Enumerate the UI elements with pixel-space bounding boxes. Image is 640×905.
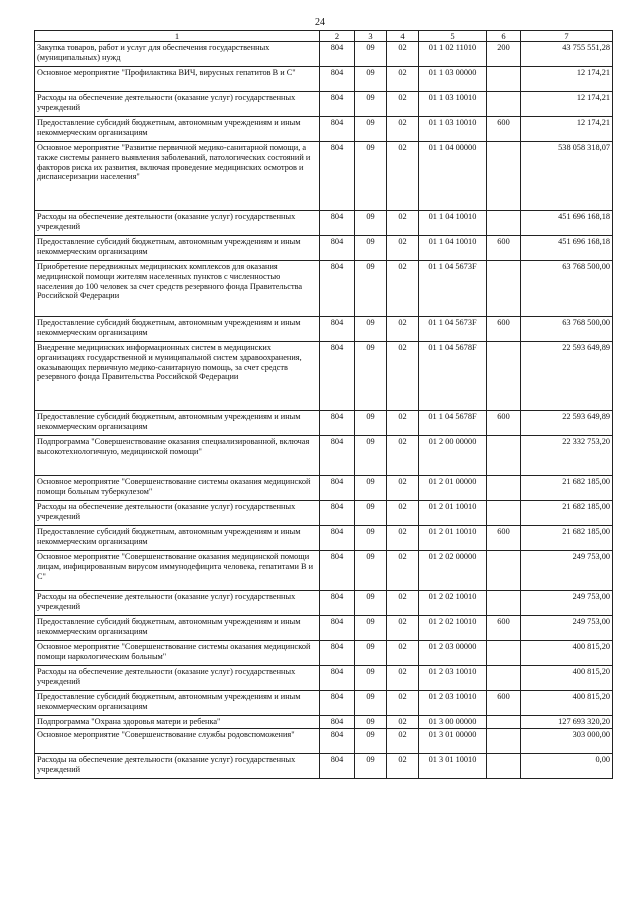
row-grbs: 804 [320, 317, 355, 342]
row-section: 09 [355, 92, 387, 117]
row-subsection: 02 [387, 728, 419, 753]
row-name: Внедрение медицинских информационных систем в медицинских организациях государственной и муниципальной систем здравоохранения, оказывающих первичную медико-санитарную помощь, за счет средств резервного фонда Правительства Российской Федерации [35, 342, 320, 411]
row-subsection: 02 [387, 211, 419, 236]
table-row [35, 753, 613, 778]
table-row [35, 616, 613, 641]
row-name: Предоставление субсидий бюджетным, автономным учреждениям и иным некоммерческим организациям [35, 411, 320, 436]
row-target-article: 01 2 02 00000 [419, 551, 487, 591]
row-section: 09 [355, 411, 387, 436]
table-row [35, 551, 613, 591]
table-row [35, 716, 613, 729]
row-grbs: 804 [320, 666, 355, 691]
row-subsection: 02 [387, 436, 419, 476]
row-grbs: 804 [320, 117, 355, 142]
row-expense-type [487, 591, 521, 616]
row-section: 09 [355, 753, 387, 778]
row-grbs: 804 [320, 211, 355, 236]
table-row [35, 117, 613, 142]
row-section: 09 [355, 476, 387, 501]
row-expense-type: 200 [487, 42, 521, 67]
row-name: Приобретение передвижных медицинских комплексов для оказания медицинской помощи жителям населенных пунктов с численностью населения до 100 человек за счет средств резервного фонда Правительства Российской Федерации [35, 261, 320, 317]
row-name: Предоставление субсидий бюджетным, автономным учреждениям и иным некоммерческим организациям [35, 691, 320, 716]
row-subsection: 02 [387, 42, 419, 67]
row-subsection: 02 [387, 616, 419, 641]
row-grbs: 804 [320, 342, 355, 411]
row-expense-type: 600 [487, 236, 521, 261]
row-name: Расходы на обеспечение деятельности (оказание услуг) государственных учреждений [35, 501, 320, 526]
row-grbs: 804 [320, 616, 355, 641]
row-grbs: 804 [320, 261, 355, 317]
row-name: Основное мероприятие "Совершенствование системы оказания медицинской помощи наркологическим больным" [35, 641, 320, 666]
row-section: 09 [355, 342, 387, 411]
row-target-article: 01 3 00 00000 [419, 716, 487, 729]
row-expense-type [487, 501, 521, 526]
table-row [35, 476, 613, 501]
row-grbs: 804 [320, 526, 355, 551]
row-name: Основное мероприятие "Совершенствование службы родовспоможения" [35, 728, 320, 753]
row-grbs: 804 [320, 436, 355, 476]
row-grbs: 804 [320, 42, 355, 67]
row-expense-type [487, 142, 521, 211]
row-subsection: 02 [387, 317, 419, 342]
row-amount: 249 753,00 [521, 591, 613, 616]
table-row [35, 92, 613, 117]
table-row [35, 728, 613, 753]
table-row [35, 67, 613, 92]
row-grbs: 804 [320, 142, 355, 211]
row-expense-type [487, 716, 521, 729]
row-amount: 249 753,00 [521, 616, 613, 641]
table-row [35, 501, 613, 526]
row-section: 09 [355, 317, 387, 342]
row-section: 09 [355, 716, 387, 729]
row-subsection: 02 [387, 92, 419, 117]
table-row [35, 261, 613, 317]
row-name: Предоставление субсидий бюджетным, автономным учреждениям и иным некоммерческим организациям [35, 117, 320, 142]
row-expense-type: 600 [487, 117, 521, 142]
page-number: 24 [315, 17, 325, 28]
row-section: 09 [355, 666, 387, 691]
row-name: Расходы на обеспечение деятельности (оказание услуг) государственных учреждений [35, 92, 320, 117]
budget-table [34, 30, 613, 779]
table-row [35, 317, 613, 342]
row-amount: 63 768 500,00 [521, 317, 613, 342]
row-grbs: 804 [320, 753, 355, 778]
row-subsection: 02 [387, 551, 419, 591]
table-row [35, 236, 613, 261]
row-subsection: 02 [387, 501, 419, 526]
row-name: Расходы на обеспечение деятельности (оказание услуг) государственных учреждений [35, 753, 320, 778]
row-subsection: 02 [387, 117, 419, 142]
row-expense-type: 600 [487, 526, 521, 551]
row-amount: 538 058 318,07 [521, 142, 613, 211]
row-target-article: 01 2 02 10010 [419, 616, 487, 641]
row-amount: 12 174,21 [521, 67, 613, 92]
row-expense-type [487, 753, 521, 778]
row-name: Основное мероприятие "Развитие первичной медико-санитарной помощи, а также системы раннего выявления заболеваний, патологических состояний и факторов риска их развития, включая проведение медицинских осмотров и диспансеризации населения" [35, 142, 320, 211]
row-expense-type [487, 641, 521, 666]
row-section: 09 [355, 67, 387, 92]
row-name: Основное мероприятие "Совершенствование системы оказания медицинской помощи больным туберкулезом" [35, 476, 320, 501]
table-row [35, 641, 613, 666]
row-target-article: 01 2 01 10010 [419, 501, 487, 526]
row-target-article: 01 2 03 10010 [419, 691, 487, 716]
table-row [35, 666, 613, 691]
row-grbs: 804 [320, 591, 355, 616]
row-grbs: 804 [320, 728, 355, 753]
row-subsection: 02 [387, 666, 419, 691]
row-target-article: 01 2 00 00000 [419, 436, 487, 476]
row-subsection: 02 [387, 591, 419, 616]
row-target-article: 01 1 04 10010 [419, 211, 487, 236]
row-section: 09 [355, 236, 387, 261]
row-subsection: 02 [387, 342, 419, 411]
row-subsection: 02 [387, 526, 419, 551]
row-subsection: 02 [387, 753, 419, 778]
row-section: 09 [355, 591, 387, 616]
row-grbs: 804 [320, 67, 355, 92]
row-name: Предоставление субсидий бюджетным, автономным учреждениям и иным некоммерческим организациям [35, 616, 320, 641]
row-section: 09 [355, 436, 387, 476]
row-amount: 303 000,00 [521, 728, 613, 753]
row-amount: 21 682 185,00 [521, 526, 613, 551]
row-expense-type [487, 728, 521, 753]
row-target-article: 01 1 04 5673F [419, 317, 487, 342]
row-amount: 63 768 500,00 [521, 261, 613, 317]
row-amount: 12 174,21 [521, 117, 613, 142]
row-expense-type: 600 [487, 317, 521, 342]
row-amount: 22 332 753,20 [521, 436, 613, 476]
row-amount: 43 755 551,28 [521, 42, 613, 67]
header-cell: 3 [355, 31, 387, 42]
row-name: Закупка товаров, работ и услуг для обеспечения государственных (муниципальных) нужд [35, 42, 320, 67]
row-amount: 22 593 649,89 [521, 411, 613, 436]
table-row [35, 342, 613, 411]
row-name: Расходы на обеспечение деятельности (оказание услуг) государственных учреждений [35, 666, 320, 691]
row-grbs: 804 [320, 476, 355, 501]
row-target-article: 01 3 01 10010 [419, 753, 487, 778]
row-subsection: 02 [387, 691, 419, 716]
row-name: Основное мероприятие "Совершенствование оказания медицинской помощи лицам, инфицированным вирусом иммунодефицита человека, гепатитами В и С" [35, 551, 320, 591]
budget-table-body [35, 31, 613, 779]
row-expense-type [487, 551, 521, 591]
row-amount: 451 696 168,18 [521, 211, 613, 236]
row-subsection: 02 [387, 476, 419, 501]
row-target-article: 01 1 04 5678F [419, 342, 487, 411]
table-row [35, 42, 613, 67]
row-amount: 400 815,20 [521, 641, 613, 666]
row-subsection: 02 [387, 716, 419, 729]
row-target-article: 01 3 01 00000 [419, 728, 487, 753]
row-target-article: 01 2 03 00000 [419, 641, 487, 666]
table-row [35, 436, 613, 476]
row-target-article: 01 1 02 11010 [419, 42, 487, 67]
row-grbs: 804 [320, 501, 355, 526]
table-header-row [35, 31, 613, 42]
row-expense-type [487, 436, 521, 476]
row-target-article: 01 2 01 00000 [419, 476, 487, 501]
row-target-article: 01 2 01 10010 [419, 526, 487, 551]
row-expense-type [487, 211, 521, 236]
row-grbs: 804 [320, 236, 355, 261]
row-name: Основное мероприятие "Профилактика ВИЧ, вирусных гепатитов В и С" [35, 67, 320, 92]
table-row [35, 691, 613, 716]
header-cell: 6 [487, 31, 521, 42]
header-cell: 7 [521, 31, 613, 42]
table-row [35, 211, 613, 236]
row-subsection: 02 [387, 142, 419, 211]
row-name: Предоставление субсидий бюджетным, автономным учреждениям и иным некоммерческим организациям [35, 317, 320, 342]
row-amount: 21 682 185,00 [521, 476, 613, 501]
row-subsection: 02 [387, 236, 419, 261]
row-name: Предоставление субсидий бюджетным, автономным учреждениям и иным некоммерческим организациям [35, 526, 320, 551]
header-cell: 1 [35, 31, 320, 42]
row-target-article: 01 1 03 10010 [419, 117, 487, 142]
row-subsection: 02 [387, 67, 419, 92]
table-row [35, 411, 613, 436]
row-amount: 22 593 649,89 [521, 342, 613, 411]
row-expense-type: 600 [487, 616, 521, 641]
row-name: Расходы на обеспечение деятельности (оказание услуг) государственных учреждений [35, 591, 320, 616]
table-row [35, 591, 613, 616]
row-grbs: 804 [320, 641, 355, 666]
row-grbs: 804 [320, 411, 355, 436]
row-target-article: 01 1 03 10010 [419, 92, 487, 117]
row-subsection: 02 [387, 641, 419, 666]
row-grbs: 804 [320, 551, 355, 591]
header-cell: 4 [387, 31, 419, 42]
row-section: 09 [355, 641, 387, 666]
row-grbs: 804 [320, 716, 355, 729]
row-section: 09 [355, 728, 387, 753]
row-section: 09 [355, 117, 387, 142]
row-section: 09 [355, 261, 387, 317]
row-name: Подпрограмма "Совершенствование оказания специализированной, включая высокотехнологичную, медицинской помощи" [35, 436, 320, 476]
row-grbs: 804 [320, 92, 355, 117]
row-subsection: 02 [387, 261, 419, 317]
row-expense-type [487, 476, 521, 501]
row-amount: 21 682 185,00 [521, 501, 613, 526]
row-name: Предоставление субсидий бюджетным, автономным учреждениям и иным некоммерческим организациям [35, 236, 320, 261]
row-target-article: 01 2 02 10010 [419, 591, 487, 616]
row-section: 09 [355, 142, 387, 211]
row-amount: 127 693 320,20 [521, 716, 613, 729]
row-section: 09 [355, 211, 387, 236]
row-expense-type [487, 342, 521, 411]
row-section: 09 [355, 526, 387, 551]
row-section: 09 [355, 551, 387, 591]
table-row [35, 526, 613, 551]
header-cell: 5 [419, 31, 487, 42]
row-grbs: 804 [320, 691, 355, 716]
row-target-article: 01 1 03 00000 [419, 67, 487, 92]
row-expense-type: 600 [487, 411, 521, 436]
row-expense-type [487, 67, 521, 92]
row-target-article: 01 1 04 00000 [419, 142, 487, 211]
row-amount: 0,00 [521, 753, 613, 778]
row-expense-type [487, 261, 521, 317]
row-target-article: 01 1 04 5678F [419, 411, 487, 436]
row-section: 09 [355, 691, 387, 716]
row-subsection: 02 [387, 411, 419, 436]
row-section: 09 [355, 616, 387, 641]
header-cell: 2 [320, 31, 355, 42]
row-section: 09 [355, 42, 387, 67]
row-target-article: 01 1 04 10010 [419, 236, 487, 261]
row-name: Расходы на обеспечение деятельности (оказание услуг) государственных учреждений [35, 211, 320, 236]
row-expense-type [487, 666, 521, 691]
row-target-article: 01 1 04 5673F [419, 261, 487, 317]
row-amount: 249 753,00 [521, 551, 613, 591]
row-expense-type: 600 [487, 691, 521, 716]
row-expense-type [487, 92, 521, 117]
row-name: Подпрограмма "Охрана здоровья матери и ребенка" [35, 716, 320, 729]
table-row [35, 142, 613, 211]
row-target-article: 01 2 03 10010 [419, 666, 487, 691]
row-amount: 451 696 168,18 [521, 236, 613, 261]
row-amount: 12 174,21 [521, 92, 613, 117]
row-amount: 400 815,20 [521, 691, 613, 716]
row-section: 09 [355, 501, 387, 526]
row-amount: 400 815,20 [521, 666, 613, 691]
